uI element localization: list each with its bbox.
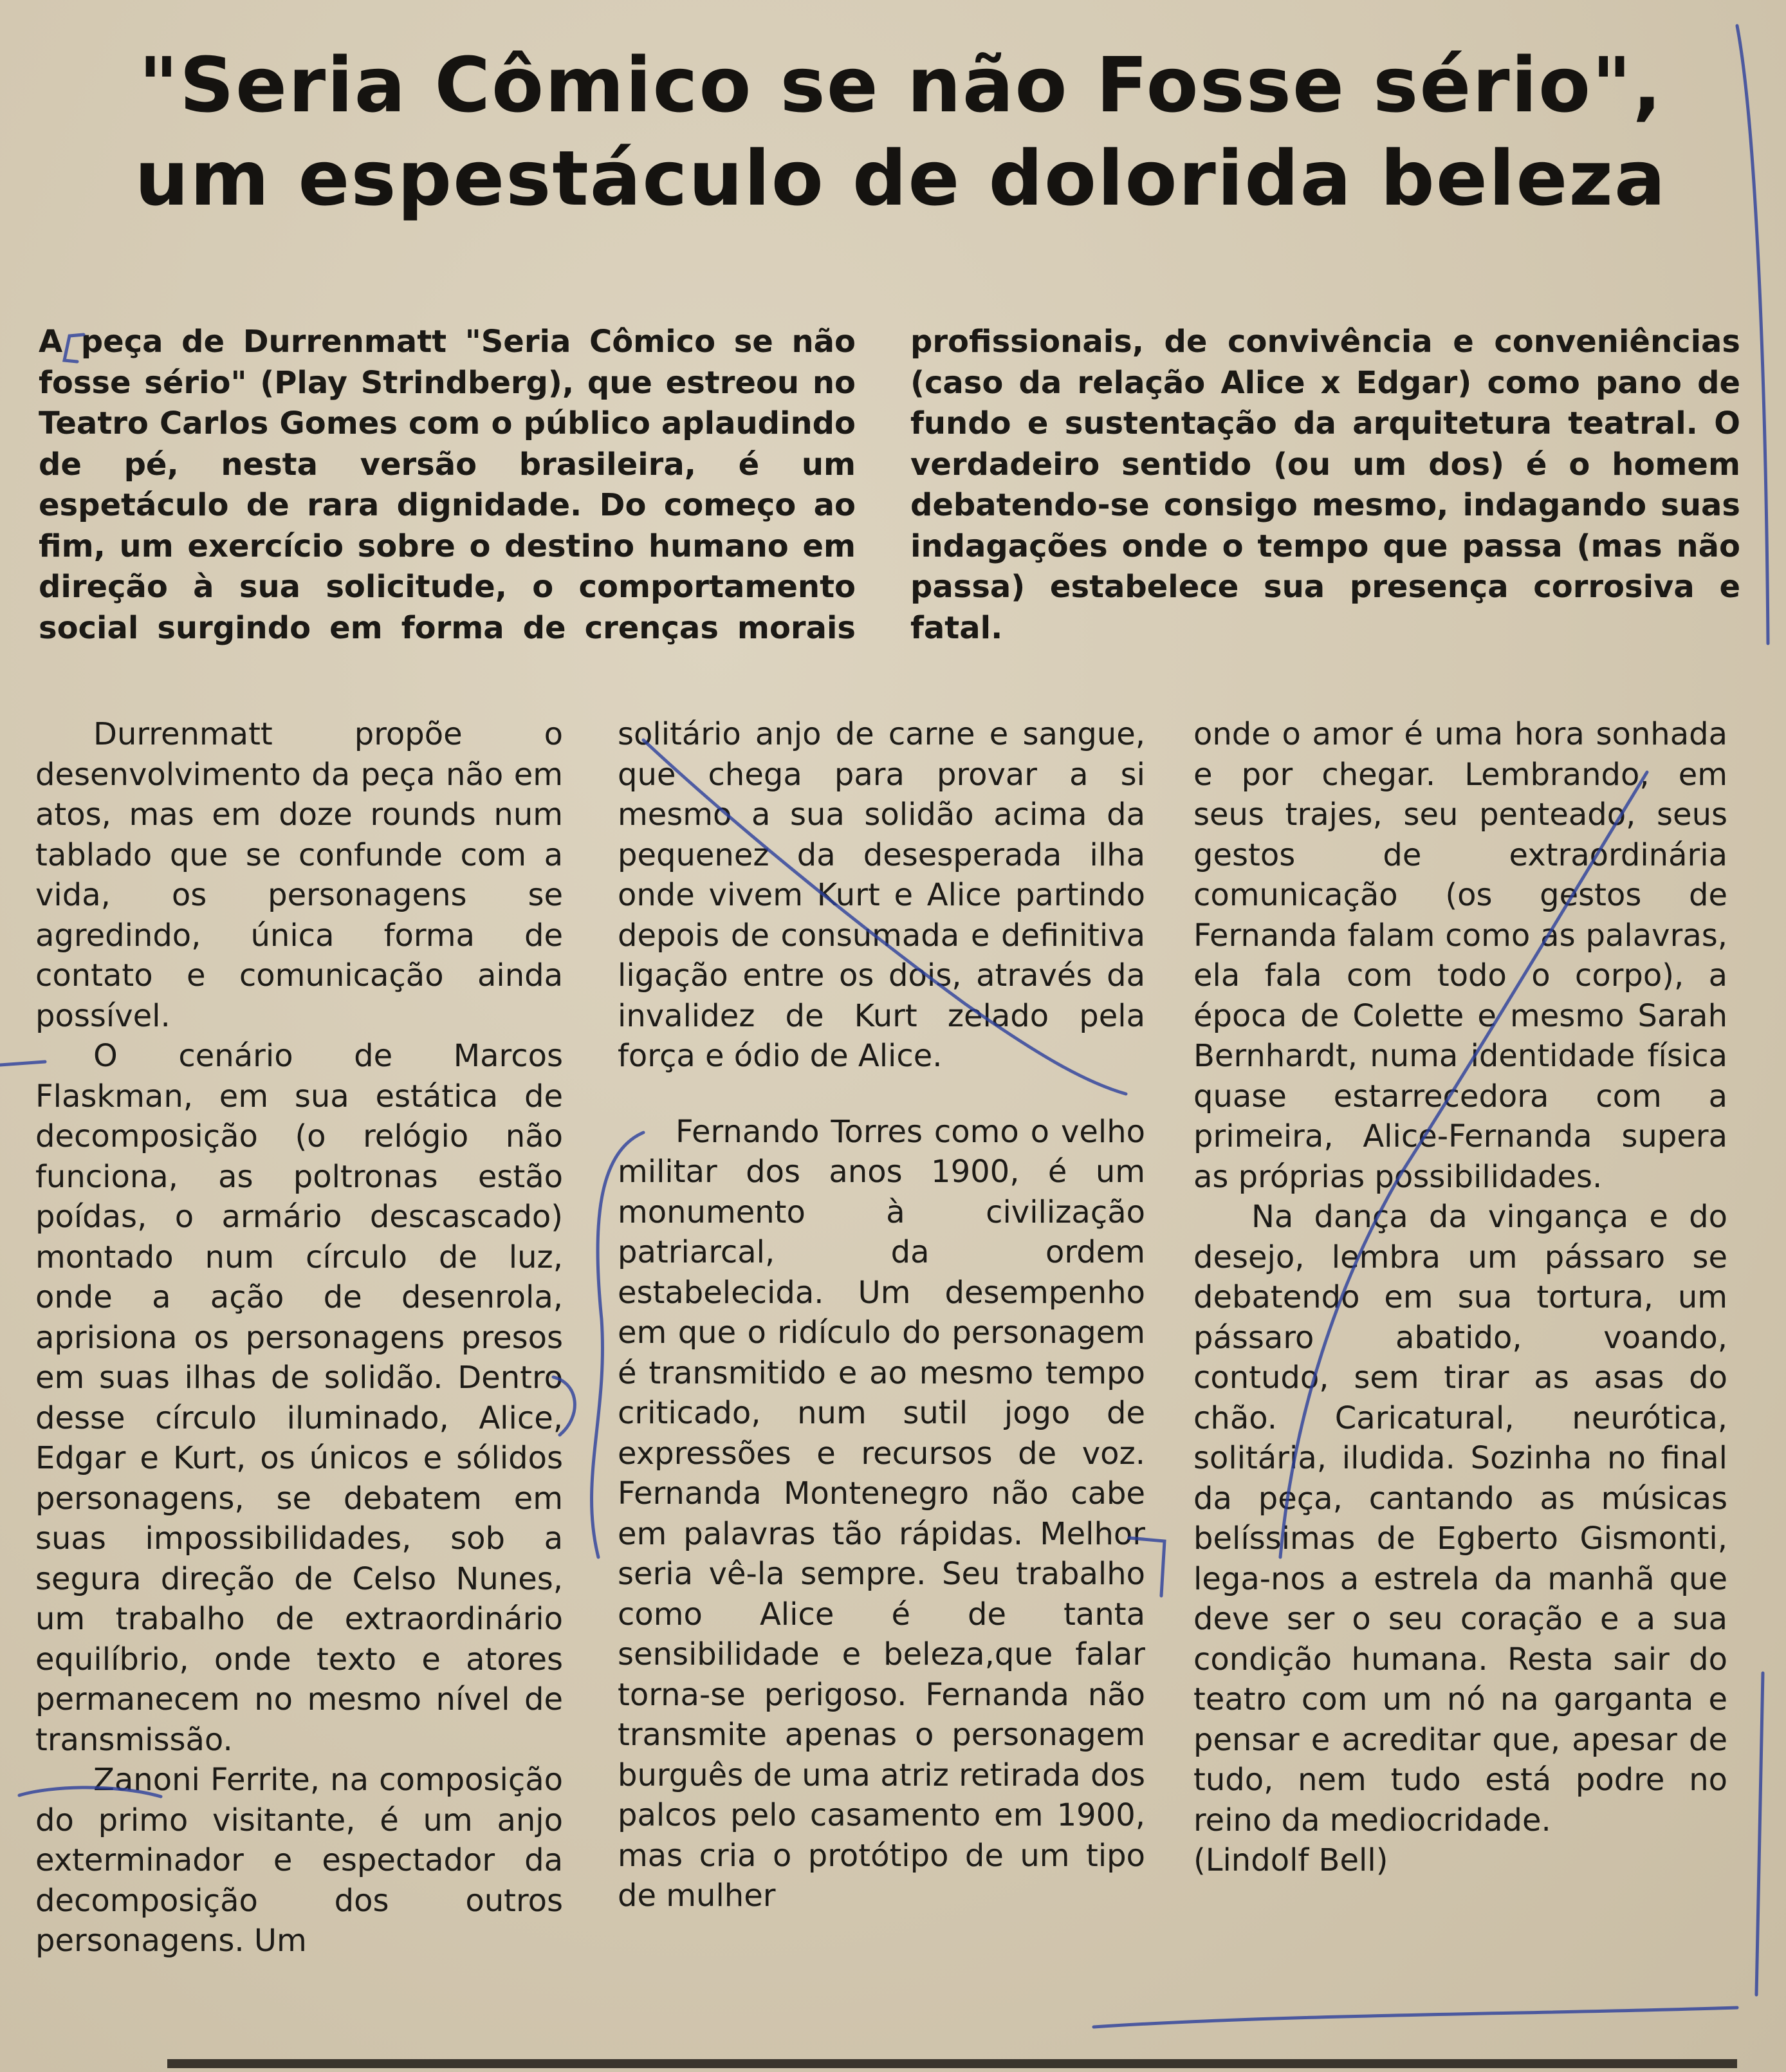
- col1-paragraph-2: O cenário de Marcos Flaskman, em sua estática de decomposição (o relógio não funciona, as poltronas estão poídas, o armário descascado) montado num círculo de luz, onde a ação de desenrola, aprisiona os personagens presos em suas ilhas de solidão. Dentro desse círculo iluminado, Alice, Edgar e Kurt, os únicos e sólidos personagens, se debatem em suas impossibilidades, sob a segura direção de Celso Nunes, um trabalho de extraordinário equilíbrio, onde texto e atores permanecem no mesmo nível de transmissão.: [35, 1038, 563, 1758]
- pen-bottom-underline: [1094, 2008, 1737, 2027]
- lead-text-right: profissionais, de convivência e conveniências (caso da relação Alice x Edgar) como pano de fundo e sustentação da arquitetura teatral. O verdadeiro sentido (ou um dos) é o homem debatendo-se consigo mesmo, indagando suas indagações onde o tempo que passa (mas não passa) estabelece sua presença corrosiva e fatal.: [910, 324, 1740, 646]
- col1-paragraph-3: Zanoni Ferrite, na composição do primo visitante, é um anjo exterminador e espectador da decomposição dos outros personagens. Um: [35, 1762, 563, 1959]
- col2-paragraph-2: Fernando Torres como o velho militar dos anos 1900, é um monumento à civilização patriarcal, da ordem estabelecida. Um desempenho em que o ridículo do personagem é transmitido e ao mesmo tempo criticado, num sutil jogo de expressões e recursos de voz. Fernanda Montenegro não cabe em palavras tão rápidas. Melhor seria vê-la sempre. Seu trabalho como Alice é de tanta sensibilidade e beleza,que falar torna-se perigoso. Fernanda não transmite apenas o personagem burguês de uma atriz retirada dos palcos pelo casamento em 1900, mas cria o protótipo de um tipo de mulher: [618, 1113, 1145, 1914]
- author-signature: (Lindolf Bell): [1193, 1842, 1388, 1878]
- col3-paragraph-2: Na dança da vingança e do desejo, lembra um pássaro se debatendo em sua tortura, um pássaro abatido, voando, contudo, sem tirar as asas do chão. Caricatural, neurótica, solitária, iludida. Sozinha no final da peça, cantando as músicas belíssimas de Egberto Gismonti, lega-nos a estrela da manhã que deve ser o seu coração e a sua condição humana. Resta sair do teatro com um nó na garganta e pensar e acreditar que, apesar de tudo, nem tudo está podre no reino da mediocridade.: [1193, 1199, 1727, 1838]
- body-column-2: [618, 714, 1145, 1916]
- body-column-1: [35, 714, 563, 1961]
- col1-paragraph-1: Durrenmatt propõe o desenvolvimento da peça não em atos, mas em doze rounds num tablado que se confunde com a vida, os personagens se agredindo, única forma de contato e comunicação ainda possível.: [35, 716, 563, 1034]
- body-column-3: [1193, 714, 1727, 1881]
- col2-paragraph-1: solitário anjo de carne e sangue, que chega para provar a si mesmo a sua solidão acima da pequenez da desesperada ilha onde vivem Kurt e Alice partindo depois de consumada e definitiva ligação entre os dois, através da invalidez de Kurt zelado pela força e ódio de Alice.: [618, 716, 1145, 1074]
- bottom-rule: [167, 2059, 1737, 2068]
- headline-line-1: "Seria Cômico se não Fosse sério",: [138, 41, 1663, 129]
- headline-line-2: um espestáculo de dolorida beleza: [134, 134, 1667, 223]
- col3-paragraph-1: onde o amor é uma hora sonhada e por chegar. Lembrando, em seus trajes, seu penteado, seus gestos de extraordinária comunicação (os gestos de Fernanda falam como as palavras, ela fala com todo o corpo), a época de Colette e mesmo Sarah Bernhardt, numa identidade física quase estarrecedora com a primeira, Alice-Fernanda supera as próprias possibilidades.: [1193, 716, 1727, 1195]
- lead-paragraph-right: [910, 322, 1740, 649]
- pen-edge-line-top: [1737, 26, 1768, 643]
- lead-text-left: A peça de Durrenmatt "Seria Cômico se não fosse sério" (Play Strindberg), que estreou no Teatro Carlos Gomes com o público aplaudindo de pé, nesta versão brasileira, é um espetáculo de rara dignidade. Do começo ao fim, um exercício sobre o destino humano em direção à sua solicitude, o comportamento social surgindo em forma de crenças morais: [39, 324, 856, 646]
- headline: [77, 41, 1724, 232]
- lead-paragraph-left: [39, 322, 856, 649]
- pen-edge-line-right: [1756, 1673, 1763, 1995]
